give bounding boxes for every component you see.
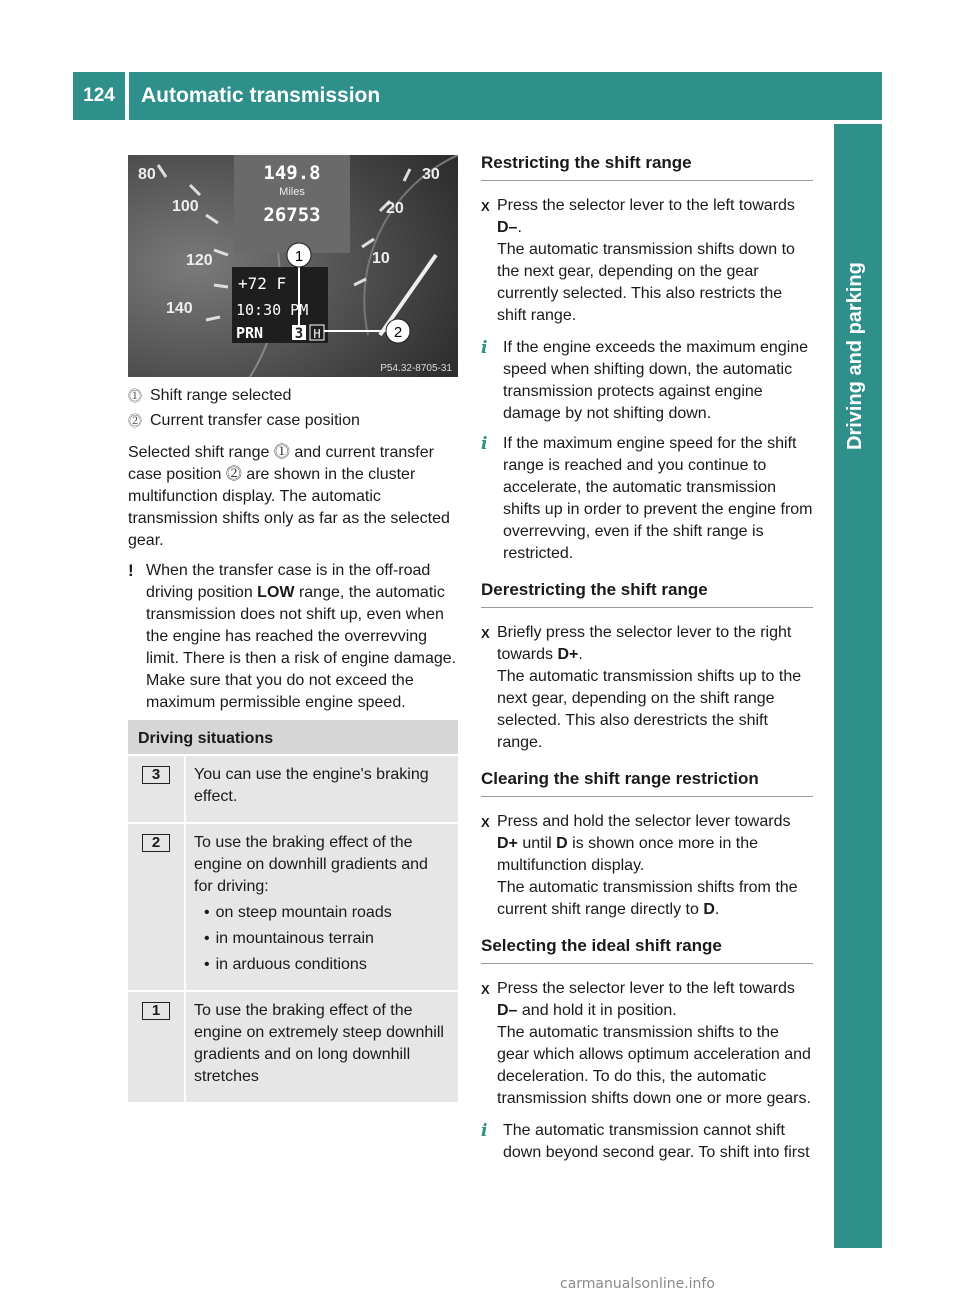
intro-text: are shown in the cluster multifunction display. The automatic transmission shifts only as far as the selected gear. — [128, 466, 450, 549]
row-text: To use the braking effect of the engine on extremely steep downhill gradients and on long downhill stretches — [194, 1002, 444, 1085]
step-text: Press and hold the selector lever towards — [497, 813, 791, 830]
callout-ref-2-icon: ⓶ — [225, 466, 242, 483]
speed-label-120: 120 — [186, 252, 213, 269]
intro-text: Selected shift range — [128, 444, 274, 461]
step-key: D+ — [557, 646, 579, 663]
step-key: D — [556, 835, 568, 852]
page-number: 124 — [73, 72, 125, 120]
odometer-value: 26753 — [263, 204, 321, 226]
bullet-text: on steep mountain roads — [215, 904, 392, 921]
instrument-cluster-image — [128, 155, 458, 377]
warning-text-part: When the transfer case is in the off-road driving position — [146, 562, 431, 601]
speed-label-100: 100 — [172, 198, 199, 215]
bullet-text: in mountainous terrain — [215, 930, 374, 947]
rpm-label-30: 30 — [422, 166, 440, 183]
step-arrow-icon: X — [481, 815, 490, 830]
table-row — [128, 756, 458, 824]
image-reference-code: P54.32-8705-31 — [380, 363, 452, 374]
instruction-step — [481, 978, 813, 1110]
instruction-step — [481, 622, 813, 754]
callout-1: 1 — [294, 248, 304, 265]
info-note — [481, 1120, 813, 1164]
row-text: To use the braking effect of the engine on downhill gradients and for driving: — [194, 834, 428, 895]
rpm-label-20: 20 — [386, 200, 404, 217]
clock-readout: 10:30 PM — [236, 301, 309, 319]
list-item: • on steep mountain roads — [204, 904, 392, 921]
step-text: Press the selector lever to the left towards — [497, 197, 795, 214]
step-key: D– — [497, 219, 518, 236]
info-text: The automatic transmission cannot shift down beyond second gear. To shift into first — [503, 1122, 810, 1161]
row-text: You can use the engine's braking effect. — [194, 766, 429, 805]
trip-value: 149.8 — [263, 162, 321, 184]
gear-1-icon: 1 — [142, 1002, 170, 1020]
step-text: Press the selector lever to the left towards — [497, 980, 795, 997]
info-icon: i — [481, 434, 488, 454]
section-heading: Clearing the shift range restriction — [481, 768, 813, 797]
step-result: The automatic transmission shifts up to the next gear, depending on the shift range selected. This also derestricts the shift range. — [497, 668, 802, 751]
info-note — [481, 433, 813, 565]
step-arrow-icon: X — [481, 982, 490, 997]
footer-watermark: carmanualsonline.info — [560, 1276, 715, 1292]
intro-text: and current transfer case position — [128, 444, 434, 483]
selected-gear: 3 — [294, 326, 304, 342]
low-range-label: LOW — [257, 584, 295, 601]
step-text: is shown once more in the multifunction display. — [497, 835, 759, 874]
list-item: • in arduous conditions — [204, 956, 367, 973]
table-row — [128, 992, 458, 1104]
gear-indicator: PRN — [236, 324, 264, 342]
cluster-drawing — [128, 155, 458, 377]
bullet-text: in arduous conditions — [215, 956, 367, 973]
section-heading: Selecting the ideal shift range — [481, 935, 813, 964]
step-text: . — [517, 219, 522, 236]
info-text: If the engine exceeds the maximum engine speed when shifting down, the automatic transmission protects against engine damage by not shifting down. — [503, 339, 809, 422]
intro-paragraph — [128, 442, 460, 552]
step-arrow-icon: X — [481, 199, 490, 214]
info-icon: i — [481, 1121, 488, 1141]
step-text: . — [578, 646, 583, 663]
step-text: and hold it in position. — [517, 1002, 677, 1019]
callout-2: 2 — [393, 324, 403, 341]
callout-ref-1-icon: ⓵ — [273, 444, 290, 461]
step-text: Briefly press the selector lever to the right towards — [497, 624, 792, 663]
speed-label-80: 80 — [138, 166, 156, 183]
rpm-label-10: 10 — [372, 250, 390, 267]
step-arrow-icon: X — [481, 626, 490, 641]
transfer-case-icon: H — [313, 327, 321, 341]
step-text: . — [714, 901, 720, 918]
legend-item — [128, 385, 460, 407]
gear-2-icon: 2 — [142, 834, 170, 852]
warning-text — [146, 560, 460, 714]
step-result: The automatic transmission shifts from the current shift range directly to — [497, 879, 798, 918]
legend-label: Current transfer case position — [150, 412, 360, 429]
step-text: until — [517, 835, 557, 852]
temperature-readout: +72 F — [238, 274, 287, 293]
row-content — [186, 824, 458, 990]
table-row — [128, 824, 458, 992]
warning-note — [128, 560, 460, 714]
list-item: • in mountainous terrain — [204, 930, 374, 947]
info-note — [481, 337, 813, 425]
trip-unit: Miles — [279, 186, 305, 198]
step-key: D — [703, 901, 715, 918]
left-column — [128, 385, 460, 714]
warning-text-part: range, the automatic transmission does not shift up, even when the engine has reached the overrevving limit. There is then a risk of engine damage. Make sure that you do not exceed the maximum permissible engine speed. — [146, 584, 457, 711]
speed-label-140: 140 — [166, 300, 193, 317]
legend-number-icon: ⓵ — [128, 388, 142, 404]
right-column — [481, 152, 813, 1172]
warning-icon: ! — [128, 561, 134, 580]
section-heading: Derestricting the shift range — [481, 579, 813, 608]
instruction-step — [481, 811, 813, 921]
section-label: Driving and parking — [844, 262, 866, 450]
step-key: D– — [497, 1002, 518, 1019]
legend-number-icon: ⓶ — [128, 413, 142, 429]
step-result: The automatic transmission shifts to the gear which allows optimum acceleration and deceleration. To do this, the automatic transmission shifts down one or more gears. — [497, 1024, 811, 1107]
step-key: D+ — [497, 835, 518, 852]
gear-3-icon: 3 — [142, 766, 170, 784]
legend-label: Shift range selected — [150, 387, 292, 404]
page-title: Automatic transmission — [129, 72, 882, 120]
info-text: If the maximum engine speed for the shift range is reached and you continue to accelerate, the automatic transmission shifts up in order to prevent the engine from overrevving, even if the shift range is restricted. — [503, 435, 813, 562]
legend-item — [128, 410, 460, 432]
table-header: Driving situations — [128, 720, 458, 756]
driving-situations-table — [128, 720, 458, 1104]
section-heading: Restricting the shift range — [481, 152, 813, 181]
info-icon: i — [481, 338, 488, 358]
instruction-step — [481, 195, 813, 327]
step-result: The automatic transmission shifts down to the next gear, depending on the gear currently selected. This also restricts the shift range. — [497, 241, 795, 324]
